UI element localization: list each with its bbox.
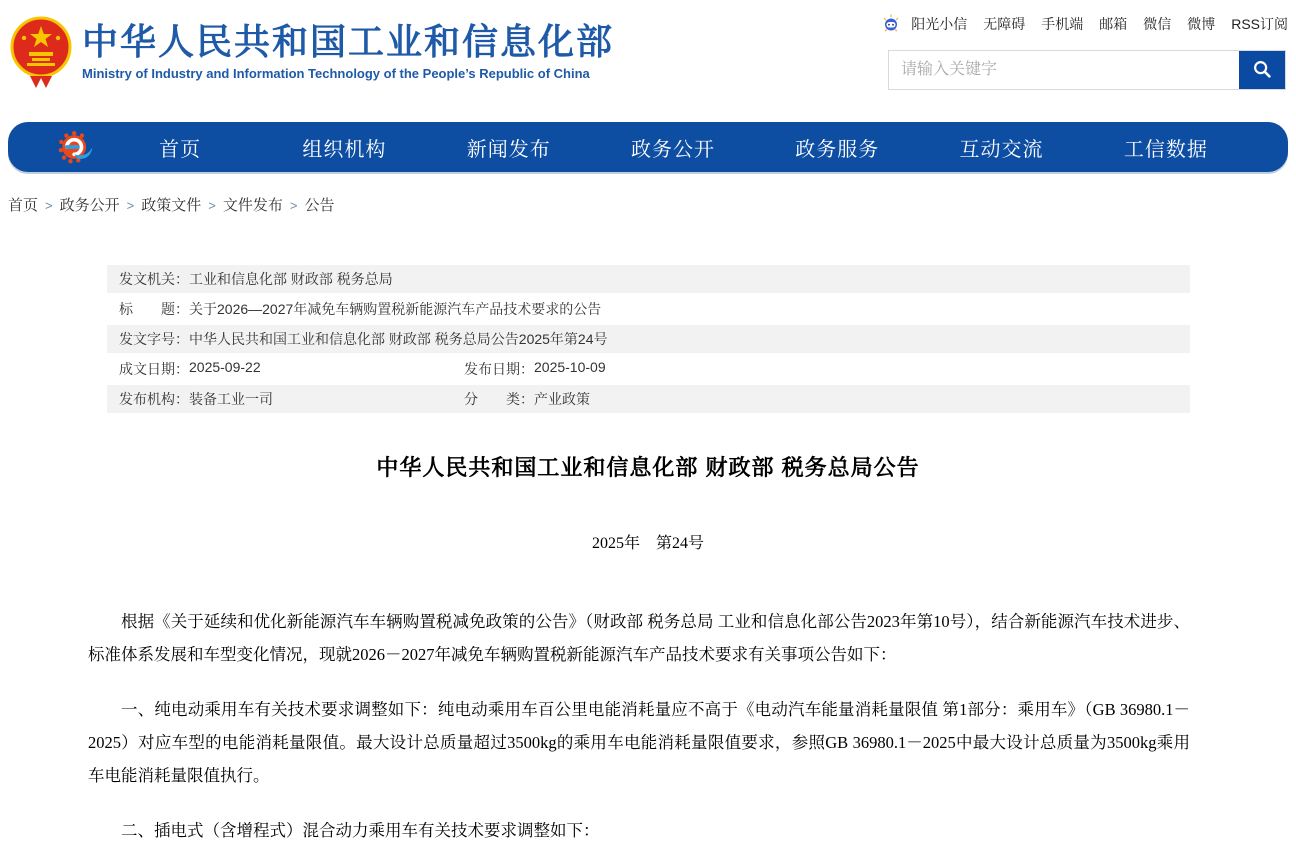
breadcrumb-separator: > [208,198,216,213]
quick-link-mobile[interactable]: 手机端 [1041,16,1084,32]
paragraph-intro: 根据《关于延续和优化新能源汽车车辆购置税减免政策的公告》（财政部 税务总局 工业和信息化部公告2023年第10号），结合新能源汽车技术进步、标准体系发展和车型变化情况，现就2026－2027年减免车辆购置税新能源汽车产品技术要求有关事项公告如下： [88,612,1190,664]
header-right [888,12,1288,90]
announcement-body [88,605,1190,847]
breadcrumb-item-document-release[interactable]: 文件发布 [222,197,283,214]
meta-label: 发文字号： [119,331,189,347]
meta-label: 分 类： [464,391,534,407]
meta-label: 标 题： [119,301,189,317]
national-emblem-icon [10,14,72,94]
breadcrumb-item-gov-disclosure[interactable]: 政务公开 [59,197,120,214]
sunshine-robot-icon [881,14,901,34]
meta-value: 2025-09-22 [189,359,261,375]
meta-row-issuing-agency [107,265,1190,293]
nav-item-home[interactable]: 首页 [159,138,202,161]
search-button[interactable] [1239,51,1285,89]
site-subtitle-english: Ministry of Industry and Information Technology of the People’s Republic of China [82,66,590,81]
meta-value: 2025-10-09 [534,359,606,375]
search-icon [1251,58,1273,83]
paragraph-item-1: 一、纯电动乘用车有关技术要求调整如下：纯电动乘用车百公里电能消耗量应不高于《电动汽车能量消耗量限值 第1部分：乘用车》（GB 36980.1－2025）对应车型的电能消耗量限值。最大设计总质量超过3500kg的乘用车电能消耗量限值要求，参照GB 36980.1－2025中最大设计总质量为3500kg乘用车电能消耗量限值执行。 [88,700,1190,785]
main-nav [8,122,1288,172]
meta-row-title [107,295,1190,323]
quick-link-accessibility[interactable]: 无障碍 [983,16,1026,32]
doc-meta-table [107,265,1190,413]
announcement-issue-number: 2025年 第24号 [591,535,704,552]
meta-value: 中华人民共和国工业和信息化部 财政部 税务总局公告2025年第24号 [189,331,608,347]
quick-link-mail[interactable]: 邮箱 [1099,16,1128,32]
breadcrumb-separator: > [45,198,53,213]
nav-item-organization[interactable]: 组织机构 [302,138,387,161]
meta-value: 关于2026—2027年减免车辆购置税新能源汽车产品技术要求的公告 [189,301,602,317]
search-bar [888,50,1286,90]
search-input[interactable] [889,51,1239,89]
meta-label: 发布机构： [119,391,189,407]
meta-row-publisher-category [107,385,1190,413]
paragraph-item-2: 二、插电式（含增程式）混合动力乘用车有关技术要求调整如下： [121,821,600,840]
nav-item-interaction[interactable]: 互动交流 [959,138,1044,161]
site-title-block [82,20,614,81]
meta-label: 发布日期： [464,361,534,377]
site-title: 中华人民共和国工业和信息化部 [82,21,615,62]
breadcrumb-item-announcement[interactable]: 公告 [304,197,335,214]
meta-value: 产业政策 [534,391,590,407]
meta-row-doc-number [107,325,1190,353]
breadcrumb-separator: > [289,198,298,213]
meta-label: 发文机关： [119,271,189,287]
nav-item-news[interactable]: 新闻发布 [466,138,551,161]
meta-value: 工业和信息化部 财政部 税务总局 [189,271,393,287]
nav-item-gov-disclosure[interactable]: 政务公开 [630,138,715,161]
announcement-title: 中华人民共和国工业和信息化部 财政部 税务总局公告 [376,455,920,480]
meta-label: 成文日期： [119,361,189,377]
site-header [0,0,1296,118]
quick-link-weibo[interactable]: 微博 [1187,16,1216,32]
quick-links-bar [888,12,1288,36]
meta-row-dates [107,355,1190,383]
breadcrumb-item-policy-documents[interactable]: 政策文件 [141,197,202,214]
breadcrumb [8,194,1288,215]
quick-link-wechat[interactable]: 微信 [1143,16,1172,32]
announcement-article [0,451,1296,847]
nav-item-miit-data[interactable]: 工信数据 [1123,138,1208,161]
breadcrumb-item-home[interactable]: 首页 [8,197,39,214]
miit-gear-logo-icon [54,125,98,169]
meta-value: 装备工业一司 [189,391,273,407]
quick-link-sunshine-xiaoxin[interactable]: 阳光小信 [911,16,968,32]
breadcrumb-separator: > [126,198,135,213]
nav-item-gov-services[interactable]: 政务服务 [795,138,880,161]
quick-link-rss[interactable]: RSS订阅 [1231,16,1288,32]
